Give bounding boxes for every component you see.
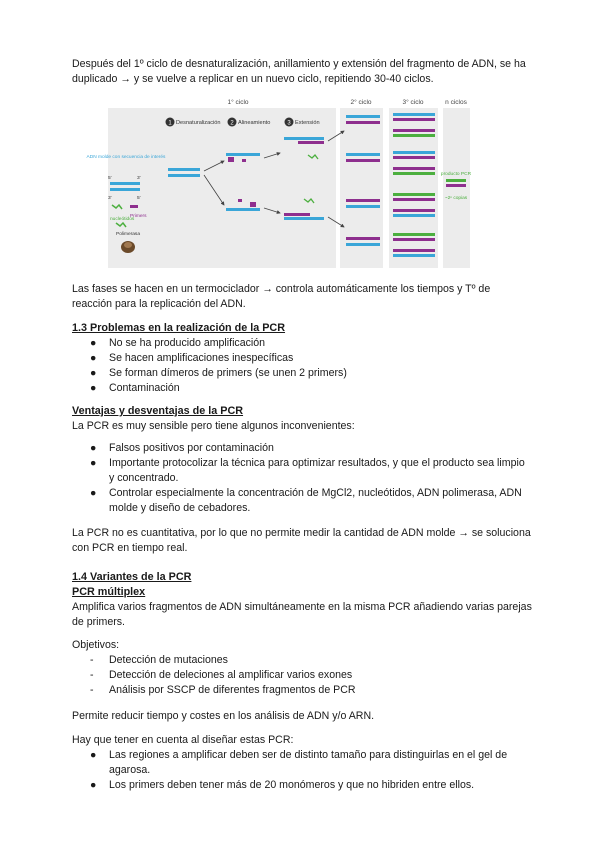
c1-strand-a bbox=[226, 153, 260, 156]
thermocycler-paragraph: Las fases se hacen en un termociclador → controla automáticamente los tiempos y Tº de reacción para la replicación del ADN. bbox=[72, 283, 491, 310]
pos-3a: 3' bbox=[137, 176, 141, 181]
pos-3b: 3' bbox=[108, 196, 112, 201]
objectives-block bbox=[72, 638, 532, 698]
design-intro: Hay que tener en cuenta al diseñar estas PCR: bbox=[72, 734, 294, 746]
section-1-4 bbox=[72, 570, 532, 630]
list-item: ● Se forman dímeros de primers (se unen 2 primers) bbox=[90, 367, 347, 379]
ncycles-title: n ciclos bbox=[445, 99, 467, 106]
reduce-paragraph: Permite reducir tiempo y costes en los análisis de ADN y/o ARN. bbox=[72, 710, 375, 722]
product-strand bbox=[446, 179, 466, 182]
target-label: ADN molde con secuencia de interés bbox=[86, 155, 166, 160]
design-list bbox=[72, 748, 532, 793]
intro-paragraph: Después del 1º ciclo de desnaturalización, anillamiento y extensión del fragmento de ADN, se ha duplicado → y se vuelve a replicar en un nuevo ciclo, repitiendo 30-40 ciclos. bbox=[72, 58, 526, 85]
c1-strand-b bbox=[226, 208, 260, 211]
product-count: ~2ⁿ copias bbox=[444, 196, 468, 201]
problems-list bbox=[72, 336, 532, 396]
objectives-label: Objetivos: bbox=[72, 639, 120, 651]
ncycles-panel bbox=[440, 108, 472, 268]
list-item: - Análisis por SSCP de diferentes fragmentos de PCR bbox=[90, 684, 356, 696]
pros-cons-intro: La PCR es muy sensible pero tiene algunos inconvenientes: bbox=[72, 420, 355, 432]
pros-cons-list bbox=[72, 441, 532, 516]
template-strand-top bbox=[110, 182, 140, 185]
step1-num: 1 bbox=[168, 120, 172, 127]
list-item: ● No se ha producido amplificación bbox=[90, 337, 266, 349]
list-item: ● Se hacen amplificaciones inespecíficas bbox=[90, 352, 294, 364]
product-label: producto PCR bbox=[440, 172, 472, 177]
step2-label: Alineamiento bbox=[238, 120, 271, 126]
c1-dna-top bbox=[168, 168, 200, 171]
primer-icon bbox=[130, 205, 138, 208]
nucleotides-label: nucleótidos bbox=[110, 217, 135, 222]
list-item: ● Las regiones a amplificar deben ser de distinto tamaño para distinguirlas en el gel de agarosa. bbox=[90, 749, 508, 776]
primers-label: Primers bbox=[130, 214, 147, 219]
multiplex-desc: Amplifica varios fragmentos de ADN simultáneamente en la misma PCR añadiendo varias parejas de primers. bbox=[72, 601, 532, 628]
c1-ext-a bbox=[284, 137, 324, 140]
section-1-4-heading: 1.4 Variantes de la PCR bbox=[72, 571, 192, 583]
list-item: ● Importante protocolizar la técnica para optimizar resultados, y que el producto sea limpio y concentrado. bbox=[90, 457, 525, 484]
cycle3-title: 3° ciclo bbox=[402, 99, 424, 106]
list-item: ● Falsos positivos por contaminación bbox=[90, 442, 274, 454]
cycle1-title: 1° ciclo bbox=[227, 99, 249, 106]
pcr-cycles-figure bbox=[86, 95, 472, 268]
pros-cons-section bbox=[72, 404, 532, 516]
pros-cons-heading: Ventajas y desventajas de la PCR bbox=[72, 405, 244, 417]
multiplex-heading: PCR múltiplex bbox=[72, 586, 146, 598]
section-1-3 bbox=[72, 321, 532, 396]
list-item: ● Los primers deben tener más de 20 monómeros y que no hibriden entre ellos. bbox=[90, 779, 475, 791]
objectives-list bbox=[72, 653, 532, 698]
c1-ext-b bbox=[284, 217, 324, 220]
list-item: ● Controlar especialmente la concentración de MgCl2, nucleótidos, ADN polimerasa, ADN molde y diseño de cebadores. bbox=[90, 487, 522, 514]
pcr-note-paragraph: La PCR no es cuantitativa, por lo que no permite medir la cantidad de ADN molde → se soluciona con PCR en tiempo real. bbox=[72, 527, 531, 554]
step1-label: Desnaturalización bbox=[176, 120, 221, 126]
list-item: - Detección de mutaciones bbox=[90, 654, 228, 666]
cycle1-panel bbox=[108, 108, 336, 268]
pos-5a: 5' bbox=[108, 176, 112, 181]
template-strand-bottom bbox=[110, 188, 140, 191]
design-block bbox=[72, 733, 532, 793]
cycle2-title: 2° ciclo bbox=[350, 99, 372, 106]
list-item: - Detección de deleciones al amplificar varios exones bbox=[90, 669, 353, 681]
list-item: ● Contaminación bbox=[90, 382, 180, 394]
step2-num: 2 bbox=[230, 120, 234, 127]
pos-5b: 5' bbox=[137, 196, 141, 201]
step3-num: 3 bbox=[287, 120, 291, 127]
polymerase-label: Polimerasa bbox=[116, 232, 140, 237]
step3-label: Extensión bbox=[295, 120, 320, 126]
section-1-3-heading: 1.3 Problemas en la realización de la PCR bbox=[72, 322, 286, 334]
